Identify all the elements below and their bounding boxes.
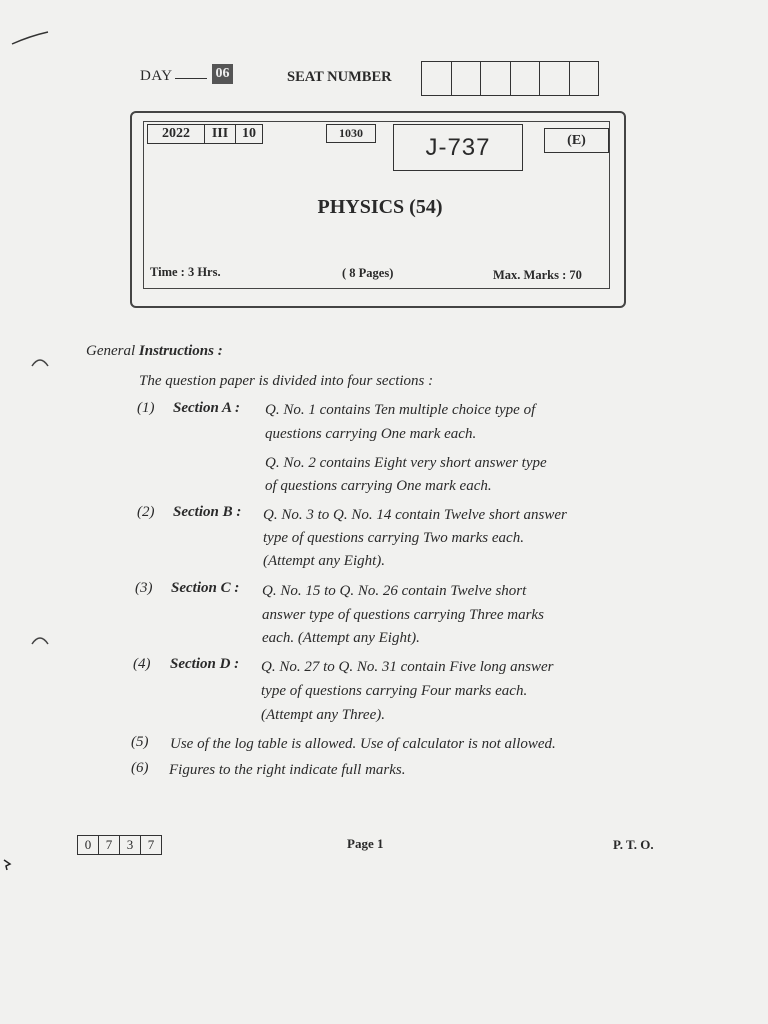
- year-cell: 2022: [148, 125, 205, 143]
- subject-title: [0, 196, 768, 219]
- section-a-label: Section A :: [173, 400, 240, 416]
- section-d-line: type of questions carrying Four marks each.: [261, 683, 528, 699]
- punch-hole-mark: [30, 352, 50, 372]
- section-b-line: (Attempt any Eight).: [263, 553, 386, 569]
- footer-digit: 7: [99, 836, 120, 854]
- footer-digit: 0: [78, 836, 99, 854]
- section-a-line: Q. No. 1 contains Ten multiple choice type of: [265, 402, 536, 418]
- item-number: (2): [137, 504, 155, 520]
- exam-session-cells: [147, 124, 263, 144]
- section-d-line: Q. No. 27 to Q. No. 31 contain Five long answer: [261, 659, 554, 675]
- edge-marker: [2, 858, 12, 872]
- seat-box: [481, 62, 511, 95]
- seat-number-boxes: [421, 61, 599, 96]
- seat-number-label: SEAT NUMBER: [287, 69, 392, 85]
- code-box: 1030: [326, 124, 376, 143]
- paper-code: J-737: [393, 124, 523, 171]
- max-marks-label: Max. Marks : 70: [493, 268, 582, 282]
- section-a-line: Q. No. 2 contains Eight very short answer type: [265, 455, 547, 471]
- page-number: Page 1: [347, 836, 384, 851]
- day-cell: 10: [242, 126, 256, 141]
- item-number: (4): [133, 656, 151, 672]
- full-marks-note: Figures to the right indicate full marks.: [169, 762, 406, 778]
- pto-label: P. T. O.: [613, 837, 654, 852]
- section-b-line: Q. No. 3 to Q. No. 14 contain Twelve short answer: [263, 507, 567, 523]
- pages-label: ( 8 Pages): [342, 266, 394, 280]
- section-a-line: of questions carrying One mark each.: [265, 478, 492, 494]
- item-number: (3): [135, 580, 153, 596]
- time-label: Time : 3 Hrs.: [150, 265, 221, 279]
- instructions-intro: The question paper is divided into four sections :: [139, 373, 434, 389]
- seat-box: [570, 62, 599, 95]
- day-value: 06: [212, 64, 233, 84]
- seat-box: [511, 62, 541, 95]
- item-number: (1): [137, 400, 155, 416]
- instructions-heading-2: Instructions :: [138, 343, 223, 359]
- instructions-heading-1: General: [86, 343, 136, 359]
- item-number: (5): [131, 734, 149, 750]
- section-b-label: Section B :: [173, 504, 242, 520]
- pen-stroke: [10, 28, 50, 48]
- day-dash: [175, 78, 207, 79]
- instructions-heading: [86, 343, 223, 360]
- seat-box: [452, 62, 482, 95]
- section-d-label: Section D :: [170, 656, 240, 672]
- subject-text: PHYSICS (54): [317, 196, 443, 218]
- section-a-line: questions carrying One mark each.: [265, 426, 477, 442]
- month-cell: III: [205, 125, 236, 143]
- footer-code-boxes: [77, 835, 162, 855]
- section-d-line: (Attempt any Three).: [261, 707, 385, 723]
- log-table-note: Use of the log table is allowed. Use of calculator is not allowed.: [170, 736, 556, 752]
- day-label: DAY: [140, 68, 173, 84]
- section-c-label: Section C :: [171, 580, 240, 596]
- medium-box: (E): [544, 128, 609, 153]
- section-c-line: answer type of questions carrying Three marks: [262, 607, 544, 623]
- punch-hole-mark: [30, 630, 50, 650]
- section-c-line: Q. No. 15 to Q. No. 26 contain Twelve short: [262, 583, 527, 599]
- footer-digit: 7: [147, 837, 155, 852]
- section-c-line: each. (Attempt any Eight).: [262, 630, 420, 646]
- footer-digit: 3: [120, 836, 141, 854]
- seat-box: [540, 62, 570, 95]
- section-b-line: type of questions carrying Two marks each.: [263, 530, 524, 546]
- item-number: (6): [131, 760, 149, 776]
- seat-box: [422, 62, 452, 95]
